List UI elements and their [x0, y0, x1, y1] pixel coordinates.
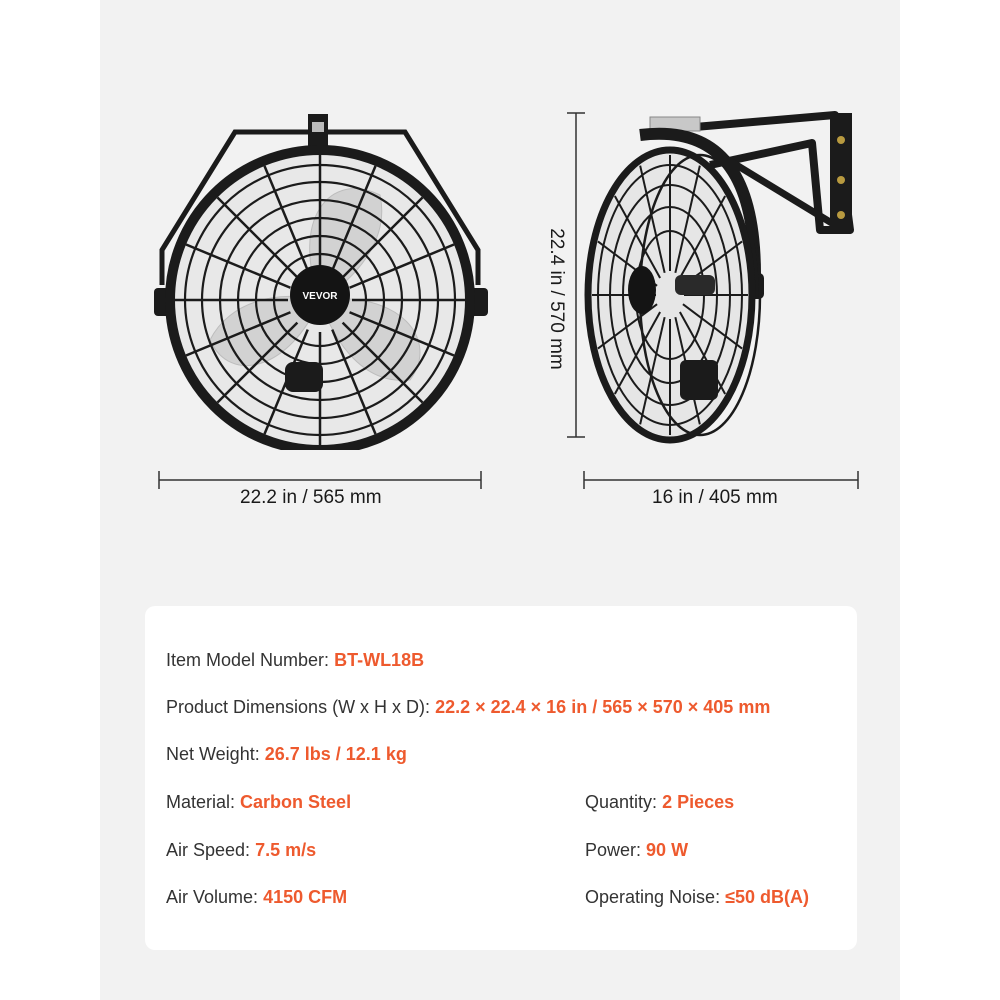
brand-logo-text: VEVOR [302, 291, 338, 302]
spec-weight-label: Net Weight: [166, 744, 260, 764]
spec-power-label: Power: [585, 840, 642, 860]
spec-air-volume-label: Air Volume: [166, 887, 259, 907]
spec-air-speed-value: 7.5 m/s [255, 840, 317, 860]
fan-front-view-image [140, 100, 500, 450]
spec-quantity-value: 2 Pieces [662, 792, 735, 812]
spec-noise [585, 887, 809, 908]
spec-material-value: Carbon Steel [240, 792, 352, 812]
spec-air-volume [166, 887, 347, 908]
spec-noise-label: Operating Noise: [585, 887, 721, 907]
front-width-label: 22.2 in / 565 mm [240, 487, 382, 508]
side-depth-label: 16 in / 405 mm [652, 487, 778, 508]
spec-material [166, 792, 351, 813]
spec-model-value: BT-WL18B [334, 650, 425, 670]
spec-weight-value: 26.7 lbs / 12.1 kg [264, 744, 407, 764]
spec-power-value: 90 W [646, 840, 689, 860]
spec-dimensions-label: Product Dimensions (W x H x D): [166, 697, 431, 717]
spec-air-speed [166, 840, 316, 861]
spec-noise-value: ≤50 dB(A) [725, 887, 809, 907]
spec-dimensions [166, 697, 770, 718]
spec-material-label: Material: [166, 792, 236, 812]
spec-quantity-label: Quantity: [585, 792, 658, 812]
spec-quantity [585, 792, 734, 813]
spec-model-label: Item Model Number: [166, 650, 330, 670]
spec-air-speed-label: Air Speed: [166, 840, 251, 860]
spec-weight [166, 744, 407, 765]
spec-model [166, 650, 424, 671]
spec-air-volume-value: 4150 CFM [263, 887, 348, 907]
side-height-dimension-line [566, 112, 586, 438]
spec-dimensions-value: 22.2 × 22.4 × 16 in / 565 × 570 × 405 mm [435, 697, 771, 717]
fan-side-view-image [580, 105, 870, 450]
side-height-label: 22.4 in / 570 mm [546, 228, 567, 370]
spec-power [585, 840, 688, 861]
